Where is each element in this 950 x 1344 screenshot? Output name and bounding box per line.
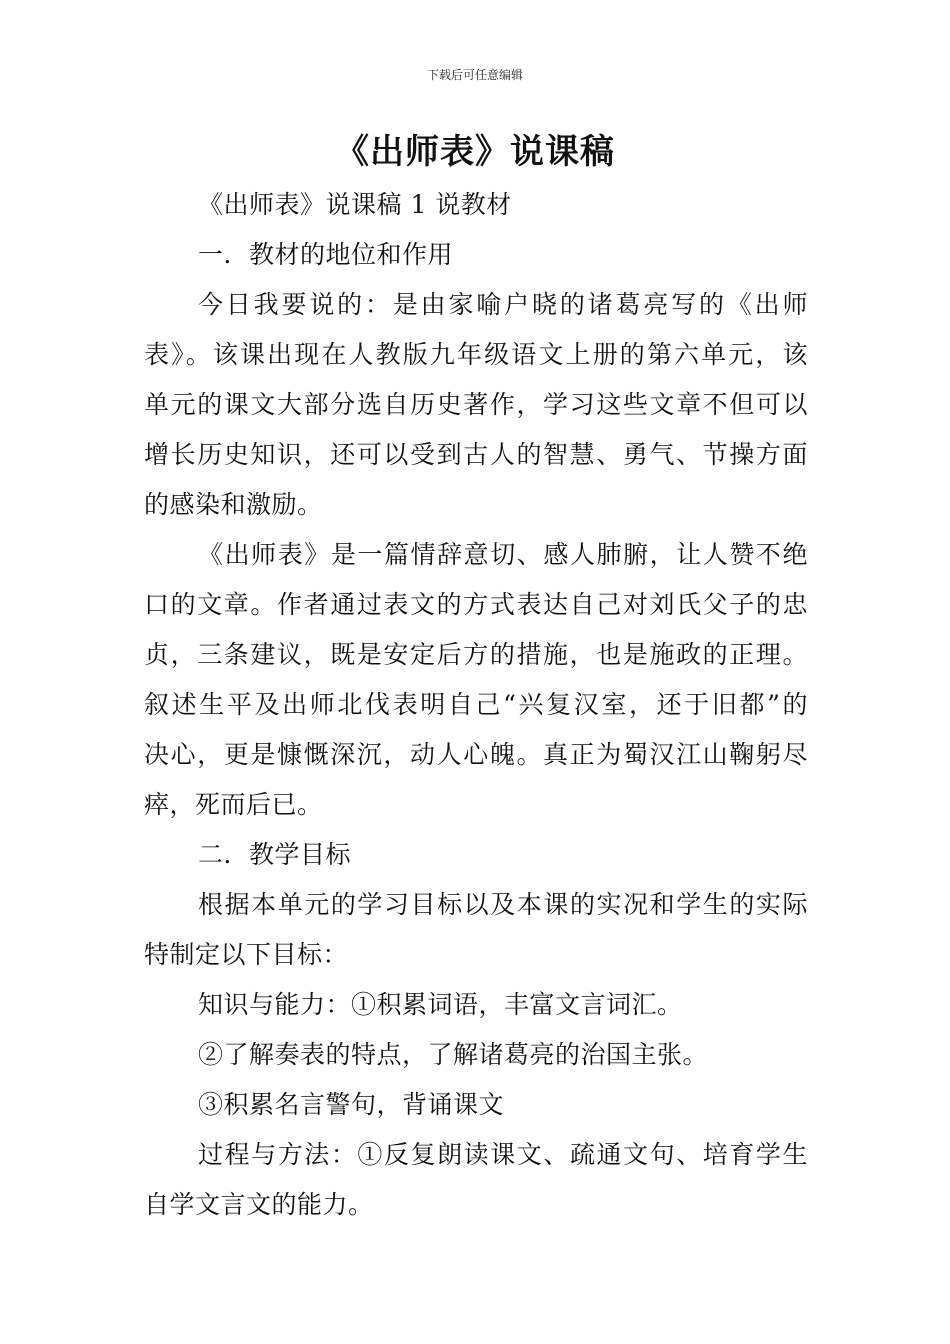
text-line: 根据本单元的学习目标以及本课的实况和学生的实际 xyxy=(198,890,808,919)
text-line: 特制定以下目标： xyxy=(144,940,349,969)
text-line: 的感染和激励。 xyxy=(144,490,323,519)
text-line: 口的文章。作者通过表文的方式表达自己对刘氏父子的忠 xyxy=(144,590,808,619)
text-line: 今日我要说的：是由家喻户晓的诸葛亮写的《出师 xyxy=(198,290,808,319)
text-line: 决心，更是慷慨深沉，动人心魄。真正为蜀汉江山鞠躬尽 xyxy=(144,740,808,769)
text-line: 过程与方法：①反复朗读课文、疏通文句、培育学生 xyxy=(198,1140,808,1169)
document-title: 《出师表》说课稿 xyxy=(335,132,615,172)
text-line: 自学文言文的能力。 xyxy=(144,1190,374,1219)
text-line: 二．教学目标 xyxy=(198,840,352,869)
text-line: 《出师表》说课稿 1 说教材 xyxy=(198,190,512,219)
text-line: 一．教材的地位和作用 xyxy=(198,240,454,269)
page-header-note: 下载后可任意编辑 xyxy=(426,68,523,82)
text-line: 知识与能力：①积累词语，丰富文言词汇。 xyxy=(198,990,683,1019)
text-line: ②了解奏表的特点，了解诸葛亮的治国主张。 xyxy=(198,1040,709,1069)
text-line: 《出师表》是一篇情辞意切、感人肺腑，让人赞不绝 xyxy=(198,540,808,569)
text-line: ③积累名言警句，背诵课文 xyxy=(198,1090,505,1119)
text-line: 瘁，死而后已。 xyxy=(144,790,323,819)
text-line: 叙述生平及出师北伐表明自己“兴复汉室，还于旧都”的 xyxy=(144,690,808,719)
text-line: 增长历史知识，还可以受到古人的智慧、勇气、节操方面 xyxy=(144,440,808,469)
document-body xyxy=(144,180,808,1230)
text-line: 贞，三条建议，既是安定后方的措施，也是施政的正理。 xyxy=(144,640,808,669)
text-line: 单元的课文大部分选自历史著作，学习这些文章不但可以 xyxy=(144,390,808,419)
text-line: 表》。该课出现在人教版九年级语文上册的第六单元，该 xyxy=(144,340,808,369)
